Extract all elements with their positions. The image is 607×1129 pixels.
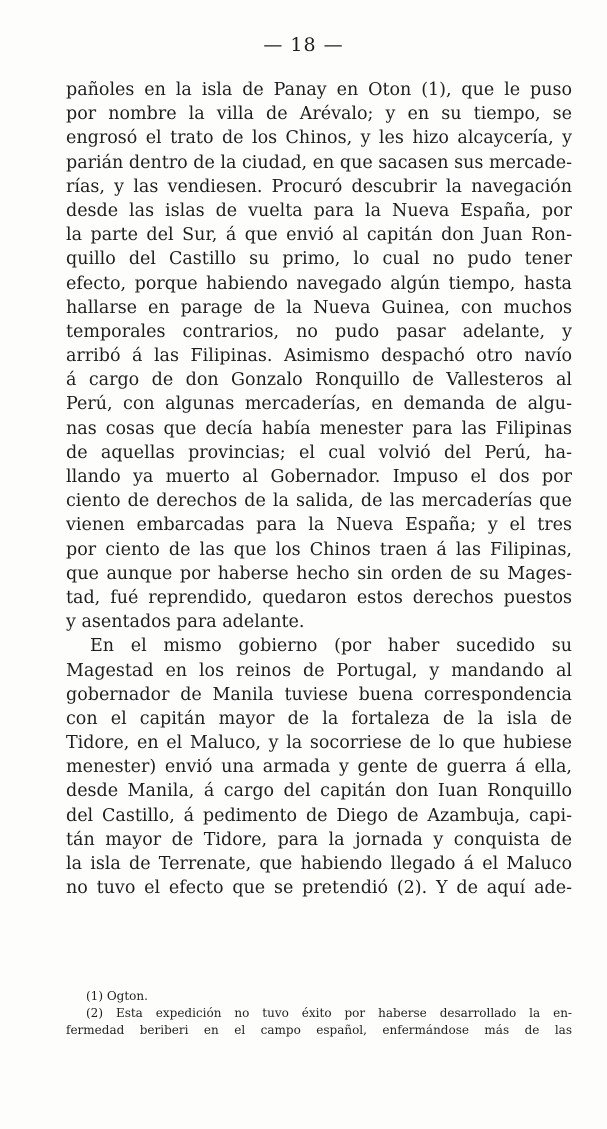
text-line: quillo del Castillo su primo, lo cual no pudo tener (66, 249, 572, 270)
text-line: la parte del Sur, á que envió al capitán don Juan Ron- (66, 225, 572, 246)
text-line: arribó á las Filipinas. Asimismo despachó otro navío (66, 346, 572, 367)
text-line: tán mayor de Tidore, para la jornada y conquista de (66, 829, 572, 850)
footnote-line: (1) Ogton. (86, 989, 148, 1003)
footnote-line: (2) Esta expedición no tuvo éxito por haberse desarrollado la en- (86, 1006, 572, 1020)
text-line: por ciento de las que los Chinos traen á las Filipinas, (66, 539, 572, 560)
text-line: Perú, con algunas mercaderías, en demanda de algu- (66, 394, 572, 415)
text-line: En el mismo gobierno (por haber sucedido su (90, 636, 572, 657)
text-line: temporales contrarios, no pudo pasar adelante, y (66, 321, 572, 342)
footnotes (66, 988, 572, 1039)
text-line: desde las islas de vuelta para la Nueva España, por (66, 200, 572, 221)
body-text (66, 78, 572, 900)
text-line: y asentados para adelante. (66, 612, 305, 633)
text-line: gobernador de Manila tuviese buena correspondencia (66, 684, 572, 705)
text-line: no tuvo el efecto que se pretendió (2). Y de aquí ade- (66, 878, 572, 899)
text-line: nas cosas que decía había menester para las Filipinas (66, 418, 572, 439)
page-number: — 18 — (263, 34, 344, 56)
text-line: que aunque por haberse hecho sin orden de su Mages- (66, 563, 572, 584)
footnote-line: fermedad beriberi en el campo español, enfermándose más de las (66, 1023, 572, 1037)
text-line: Magestad en los reinos de Portugal, y mandando al (66, 660, 572, 681)
text-line: á cargo de don Gonzalo Ronquillo de Vallesteros al (66, 370, 572, 391)
text-line: pañoles en la isla de Panay en Oton (1), que le puso (66, 80, 572, 100)
text-line: llando ya muerto al Gobernador. Impuso el dos por (66, 467, 572, 487)
text-line: hallarse en parage de la Nueva Guinea, con muchos (66, 297, 572, 318)
text-line: tad, fué reprendido, quedaron estos derechos puestos (66, 587, 572, 608)
text-line: de aquellas provincias; el cual volvió del Perú, ha- (66, 442, 572, 463)
text-line: ciento de derechos de la salida, de las mercaderías que (66, 491, 572, 512)
text-line: efecto, porque habiendo navegado algún tiempo, hasta (66, 273, 572, 294)
text-line: vienen embarcadas para la Nueva España; y el tres (66, 515, 572, 536)
text-line: Tidore, en el Maluco, y la socorriese de lo que hubiese (66, 733, 572, 754)
text-line: engrosó el trato de los Chinos, y les hizo alcaycería, y (66, 128, 572, 149)
text-line: menester) envió una armada y gente de guerra á ella, (66, 757, 572, 778)
text-line: la isla de Terrenate, que habiendo llegado á el Maluco (66, 854, 572, 874)
text-line: parián dentro de la ciudad, en que sacasen sus mercade- (66, 152, 572, 173)
text-line: por nombre la villa de Arévalo; y en su tiempo, se (66, 104, 572, 125)
text-line: rías, y las vendiesen. Procuró descubrir la navegación (66, 176, 572, 197)
text-line: con el capitán mayor de la fortaleza de la isla de (66, 708, 572, 729)
text-line: del Castillo, á pedimento de Diego de Azambuja, capi- (66, 805, 572, 826)
text-line: desde Manila, á cargo del capitán don Iuan Ronquillo (66, 781, 572, 802)
